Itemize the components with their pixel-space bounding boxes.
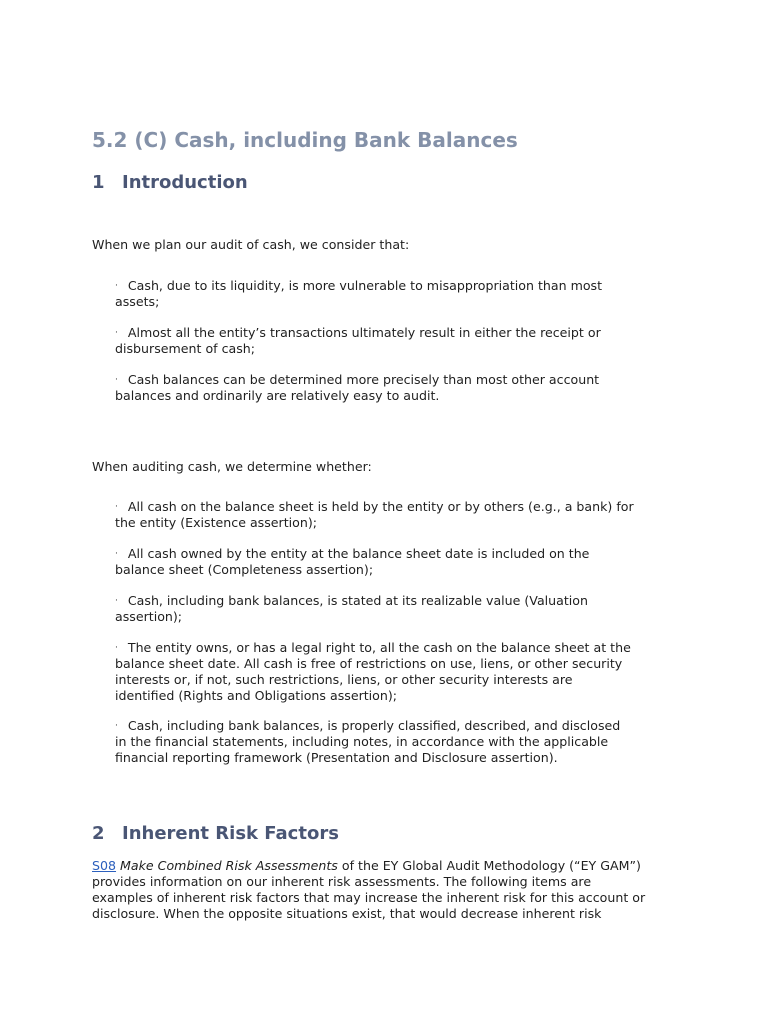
list-item: · Almost all the entity’s transactions ultimately result in either the receipt or disbursement of cash; <box>115 325 601 356</box>
bullet-glyph: · <box>115 328 118 338</box>
bullet-glyph: · <box>115 596 118 606</box>
paragraph-body: of the EY Global Audit Methodology (“EY GAM”) provides information on our inherent risk assessments. The following items are examples of inherent risk factors that may increase the inherent risk for this account or disclosure. When the opposite situations exist, that would decrease inherent risk <box>92 858 646 921</box>
italic-reference: Make Combined Risk Assessments <box>120 858 338 873</box>
paragraph-audit-intro: When auditing cash, we determine whether: <box>92 459 372 474</box>
list-item: · All cash owned by the entity at the balance sheet date is included on the balance sheet (Completeness assertion); <box>115 546 590 577</box>
list-item: · Cash, including bank balances, is stated at its realizable value (Valuation assertion); <box>115 593 588 624</box>
section-title: Introduction <box>122 172 248 193</box>
bullet-glyph: · <box>115 375 118 385</box>
section-heading-introduction <box>92 172 248 193</box>
document-title: 5.2 (C) Cash, including Bank Balances <box>92 128 518 152</box>
list-item: · Cash balances can be determined more precisely than most other account balances and ordinarily are relatively easy to audit. <box>115 372 600 403</box>
bullet-glyph: · <box>115 643 118 653</box>
section-title: Inherent Risk Factors <box>122 823 339 844</box>
list-item: · Cash, including bank balances, is properly classified, described, and disclosed in the financial statements, including notes, in accordance with the applicable financial reporting framework (Presentation and Disclosure assertion). <box>115 718 621 765</box>
section-number: 1 <box>92 172 105 193</box>
section-number: 2 <box>92 823 105 844</box>
s08-link[interactable]: S08 <box>92 858 117 873</box>
bullet-glyph: · <box>115 549 118 559</box>
bullet-glyph: · <box>115 281 118 291</box>
bullet-glyph: · <box>115 502 118 512</box>
paragraph-plan-intro: When we plan our audit of cash, we consider that: <box>92 237 410 252</box>
bullet-glyph: · <box>115 721 118 731</box>
paragraph-inherent-risk <box>92 858 647 922</box>
list-item: · Cash, due to its liquidity, is more vulnerable to misappropriation than most assets; <box>115 278 603 309</box>
section-heading-inherent-risk <box>92 823 339 844</box>
list-item: · All cash on the balance sheet is held by the entity or by others (e.g., a bank) for the entity (Existence assertion); <box>115 499 634 530</box>
list-item: · The entity owns, or has a legal right to, all the cash on the balance sheet at the balance sheet date. All cash is free of restrictions on use, liens, or other security interests or, if not, such restrictions, liens, or other security interests are identified (Rights and Obligations assertion); <box>115 640 631 703</box>
